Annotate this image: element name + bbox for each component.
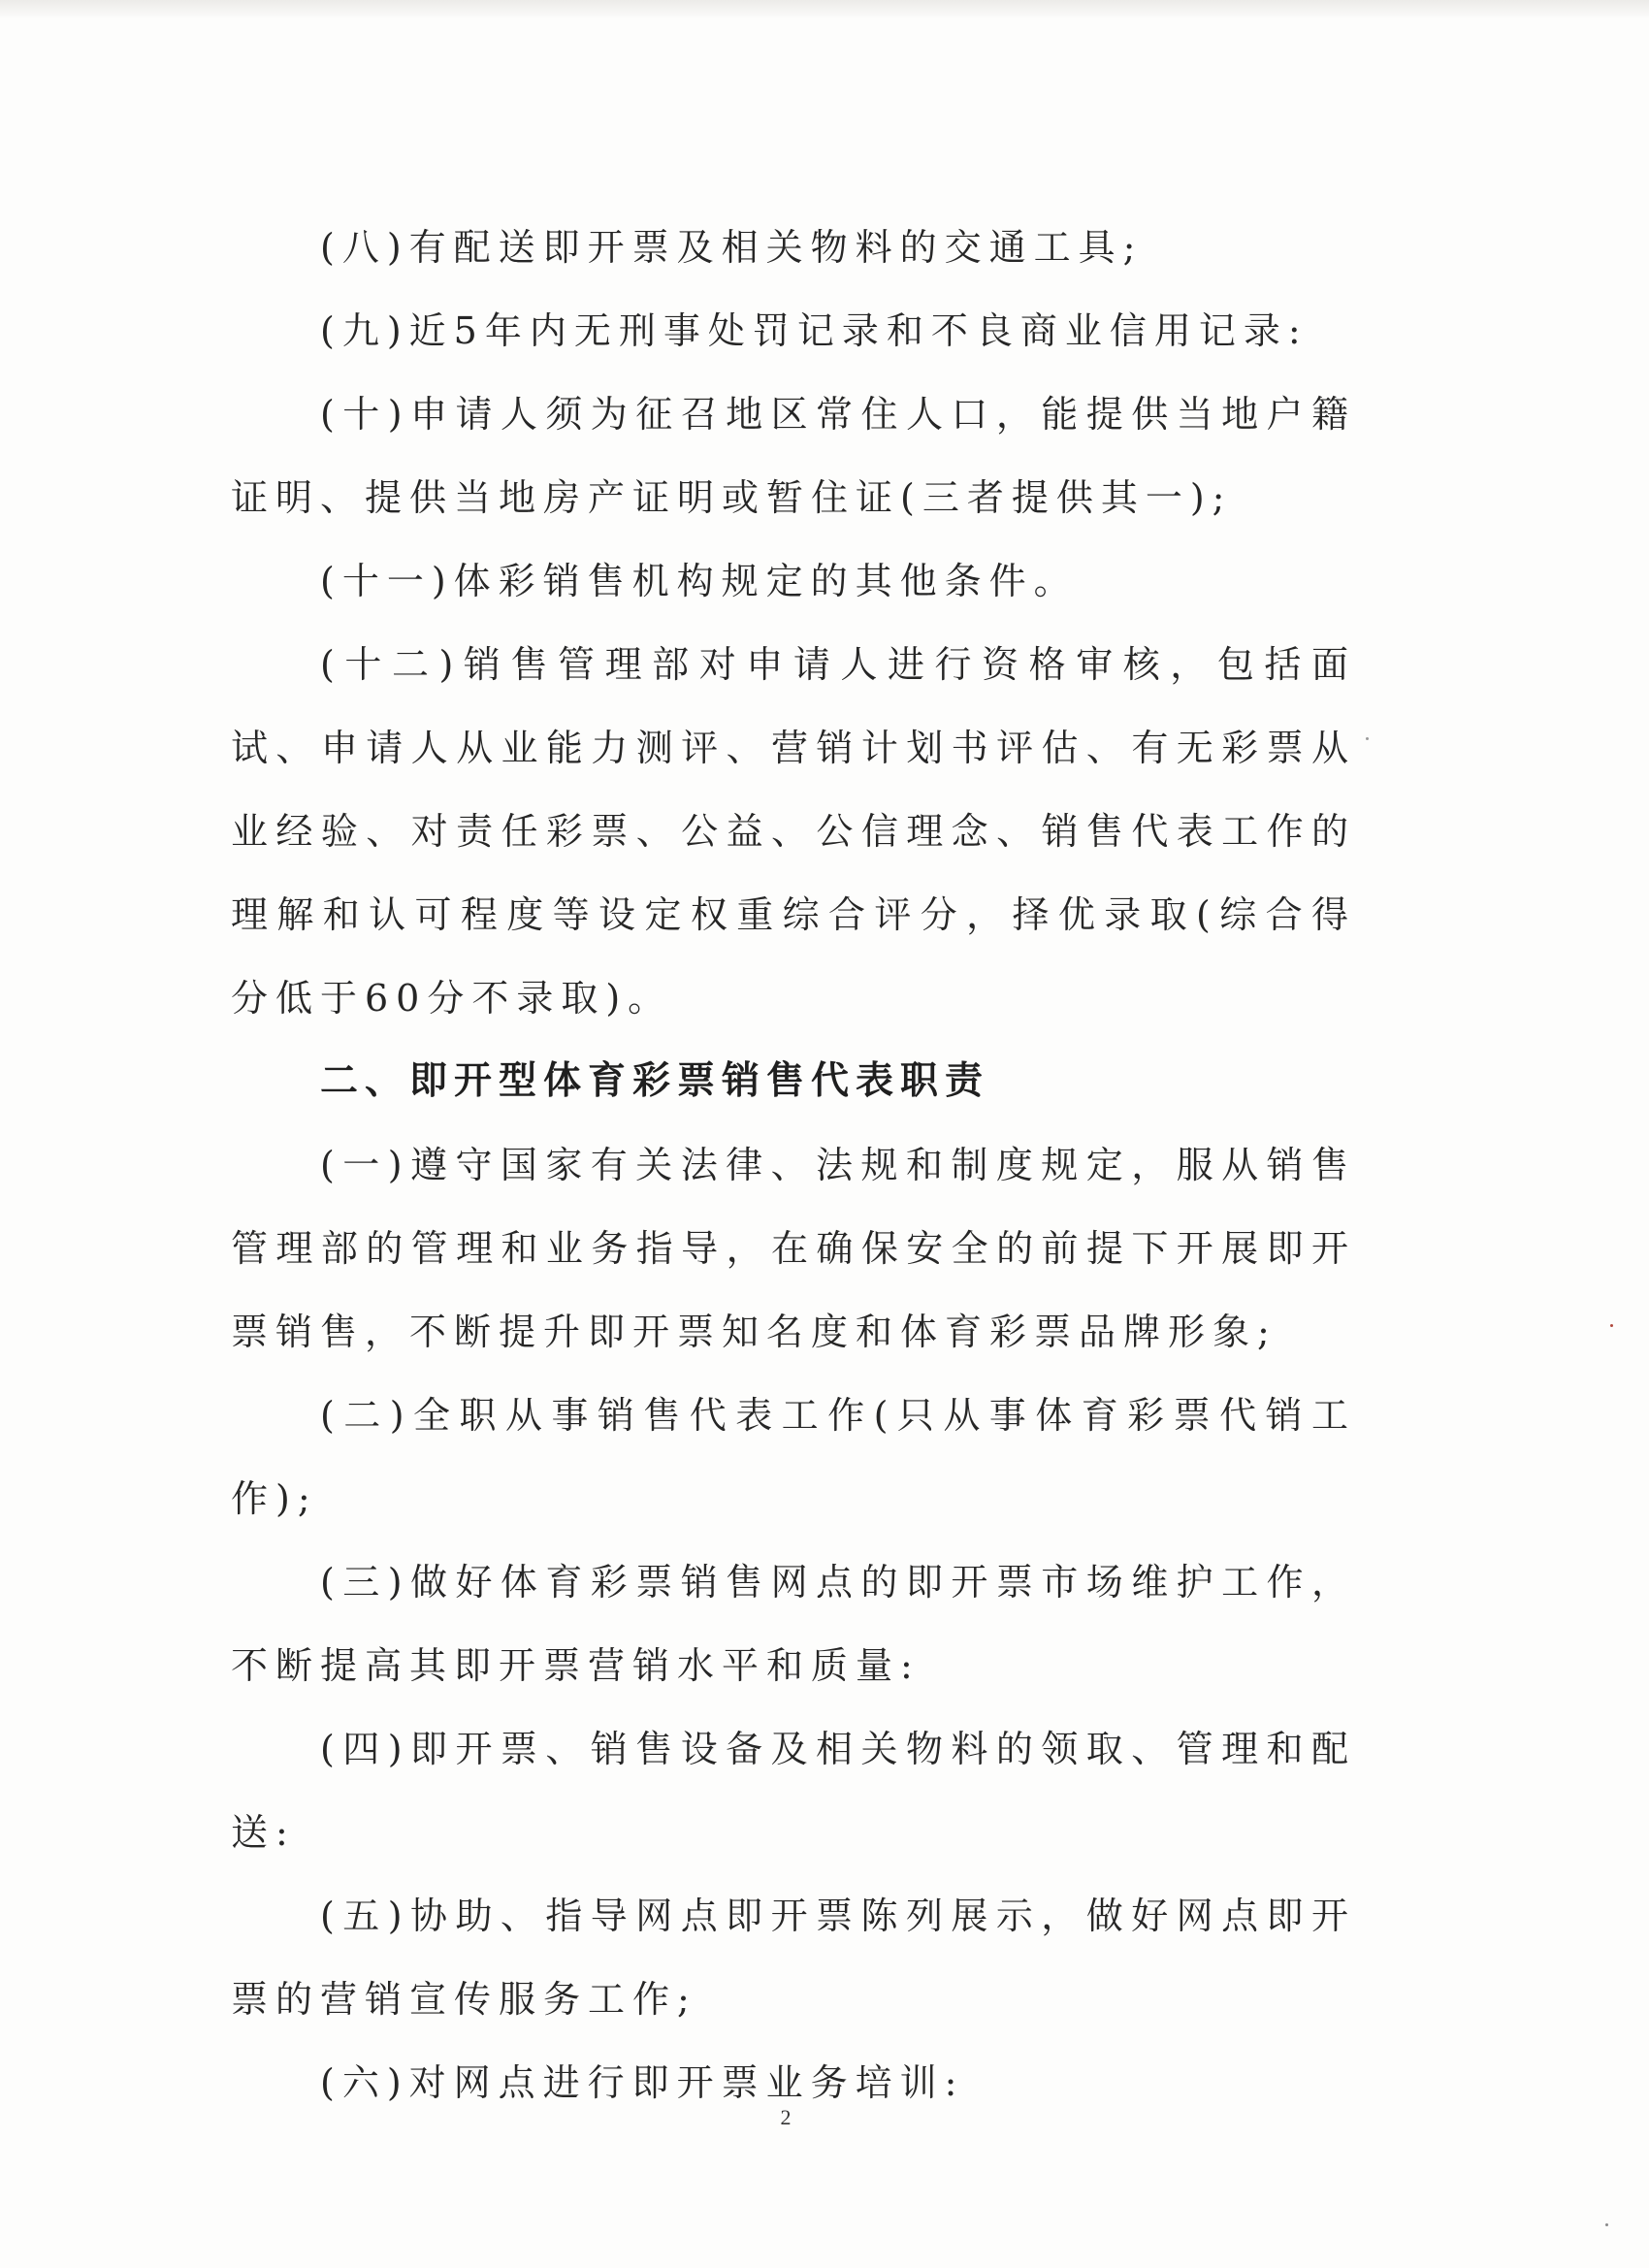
document-body [231, 206, 1356, 2124]
paragraph-item-10: (十)申请人须为征召地区常住人口，能提供当地户籍证明、提供当地房产证明或暂住证(三者提供其一); [231, 393, 1356, 519]
paragraph-item-8: (八)有配送即开票及相关物料的交通工具; [320, 226, 1144, 269]
duty-item-6: (六)对网点进行即开票业务培训: [320, 2061, 965, 2104]
scan-speck [1605, 2223, 1608, 2226]
scan-speck [1366, 737, 1369, 740]
page-number: 2 [780, 2105, 792, 2129]
duty-item-3: (三)做好体育彩票销售网点的即开票市场维护工作，不断提高其即开票营销水平和质量: [231, 1561, 1356, 1687]
scan-edge-shadow [0, 0, 1649, 19]
duty-item-5: (五)协助、指导网点即开票陈列展示，做好网点即开票的营销宣传服务工作; [231, 1895, 1356, 2021]
paragraph-item-12: (十二)销售管理部对申请人进行资格审核，包括面试、申请人从业能力测评、营销计划书评估、有无彩票从业经验、对责任彩票、公益、公信理念、销售代表工作的理解和认可程度等设定权重综合评分，择优录取(综合得分低于60分不录取)。 [231, 643, 1356, 1020]
section-heading: 二、即开型体育彩票销售代表职责 [320, 1059, 990, 1103]
scan-speck [1610, 1324, 1613, 1327]
duty-item-2: (二)全职从事销售代表工作(只从事体育彩票代销工作); [231, 1394, 1356, 1520]
duty-item-1: (一)遵守国家有关法律、法规和制度规定，服从销售管理部的管理和业务指导，在确保安全的前提下开展即开票销售，不断提升即开票知名度和体育彩票品牌形象; [231, 1144, 1356, 1353]
paragraph-item-9: (九)近5年内无刑事处罚记录和不良商业信用记录: [320, 309, 1309, 352]
duty-item-4: (四)即开票、销售设备及相关物料的领取、管理和配送: [231, 1728, 1356, 1854]
paragraph-item-11: (十一)体彩销售机构规定的其他条件。 [320, 560, 1079, 602]
